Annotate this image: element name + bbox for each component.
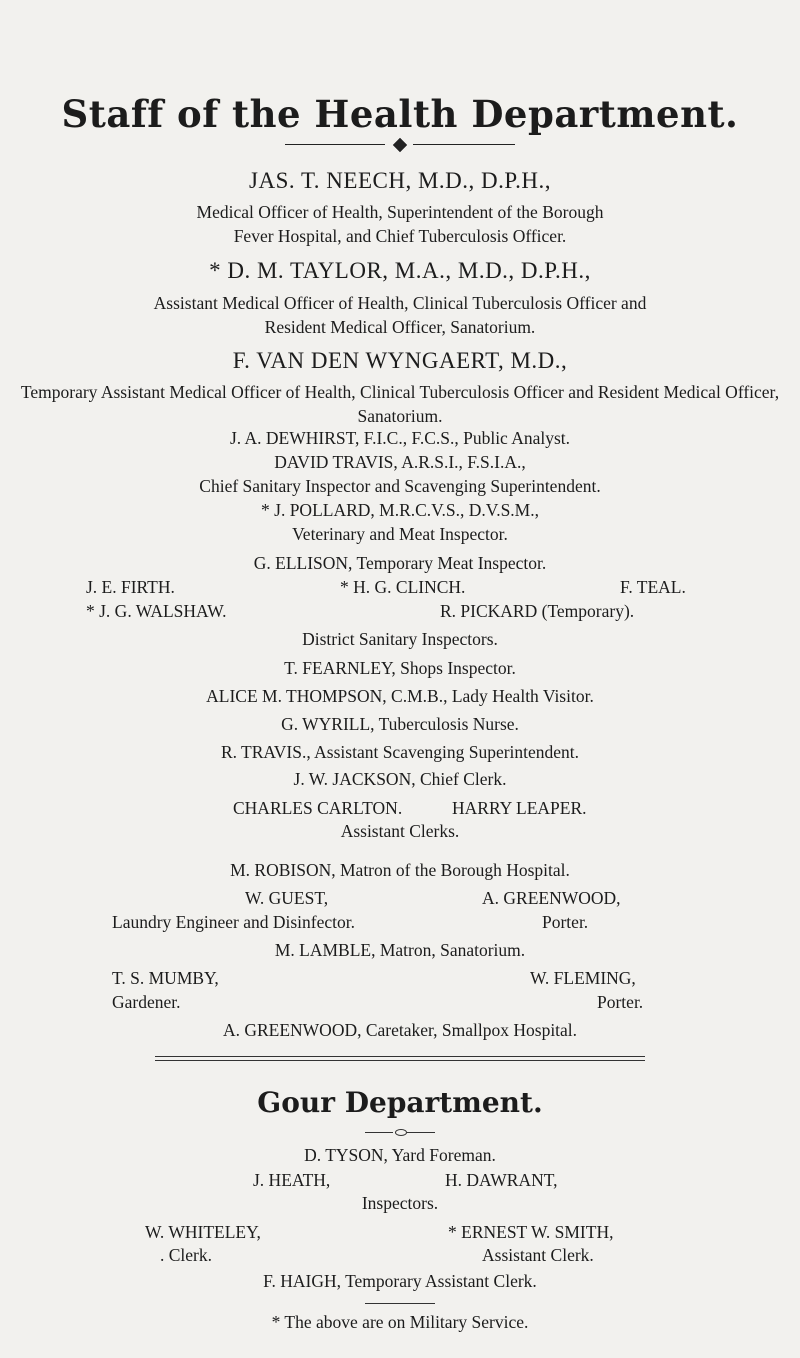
assistant-moh-desc: Assistant Medical Officer of Health, Clinical Tuberculosis Officer and Resident Medical Officer, Sanatorium.: [153, 293, 647, 337]
smith-name: * ERNEST W. SMITH,: [448, 1222, 614, 1242]
assistant-moh-name: * D. M. TAYLOR, M.A., M.D., D.P.H.,: [209, 258, 591, 283]
whiteley-role: . Clerk.: [160, 1245, 213, 1265]
ellison-line: G. ELLISON, Temporary Meat Inspector.: [253, 553, 547, 573]
greenwood-caretaker-line: A. GREENWOOD, Caretaker, Smallpox Hospital.: [222, 1020, 578, 1040]
tyson-line: D. TYSON, Yard Foreman.: [304, 1145, 496, 1165]
district-inspector: * J. G. WALSHAW.: [86, 601, 227, 621]
thompson-line: ALICE M. THOMPSON, C.M.B., Lady Health Visitor.: [206, 686, 594, 706]
dawrant-name: H. DAWRANT,: [445, 1170, 558, 1190]
haigh-line: F. HAIGH, Temporary Assistant Clerk.: [263, 1271, 537, 1291]
gour-ornament: [365, 1129, 435, 1135]
footnote-rule: [365, 1303, 435, 1304]
analyst-line: J. A. DEWHIRST, F.I.C., F.C.S., Public Analyst.: [229, 428, 571, 448]
district-inspector: * H. G. CLINCH.: [340, 577, 466, 597]
district-inspector: R. PICKARD (Temporary).: [440, 601, 635, 621]
section-divider: [155, 1056, 645, 1057]
gour-department-title: Gour Department.: [257, 1086, 543, 1119]
moh-desc: Medical Officer of Health, Superintendent of the Borough Fever Hospital, and Chief Tuberculosis Officer.: [196, 202, 604, 246]
guest-name: W. GUEST,: [245, 888, 329, 908]
clerks-role: Assistant Clerks.: [340, 821, 460, 841]
whiteley-name: W. WHITELEY,: [145, 1222, 261, 1242]
travis-role: Chief Sanitary Inspector and Scavenging Superintendent.: [199, 476, 601, 496]
fleming-role: Porter.: [597, 992, 644, 1012]
section-divider: [155, 1060, 645, 1061]
pollard-name: * J. POLLARD, M.R.C.V.S., D.V.S.M.,: [261, 500, 539, 520]
title-ornament: [285, 140, 515, 150]
heath-name: J. HEATH,: [253, 1170, 331, 1190]
greenwood-porter-role: Porter.: [542, 912, 589, 932]
assistant-clerk: HARRY LEAPER.: [452, 798, 587, 818]
greenwood-porter-name: A. GREENWOOD,: [482, 888, 621, 908]
fearnley-line: T. FEARNLEY, Shops Inspector.: [284, 658, 516, 678]
mumby-role: Gardener.: [112, 992, 181, 1012]
guest-role: Laundry Engineer and Disinfector.: [112, 912, 355, 932]
district-role: District Sanitary Inspectors.: [302, 629, 498, 649]
moh-name: JAS. T. NEECH, M.D., D.P.H.,: [249, 168, 551, 193]
jackson-line: J. W. JACKSON, Chief Clerk.: [293, 769, 507, 789]
footnote: * The above are on Military Service.: [271, 1312, 529, 1332]
temporary-moh-name: F. VAN DEN WYNGAERT, M.D.,: [232, 348, 568, 373]
district-inspector: F. TEAL.: [620, 577, 686, 597]
fleming-name: W. FLEMING,: [530, 968, 636, 988]
smith-role: Assistant Clerk.: [482, 1245, 594, 1265]
page-title: Staff of the Health Department.: [61, 92, 739, 136]
rtravis-line: R. TRAVIS., Assistant Scavenging Superintendent.: [220, 742, 580, 762]
robison-line: M. ROBISON, Matron of the Borough Hospital.: [230, 860, 570, 880]
district-inspector: J. E. FIRTH.: [86, 577, 175, 597]
pollard-role: Veterinary and Meat Inspector.: [292, 524, 508, 544]
assistant-clerk: CHARLES CARLTON.: [233, 798, 403, 818]
wyrill-line: G. WYRILL, Tuberculosis Nurse.: [281, 714, 519, 734]
mumby-name: T. S. MUMBY,: [112, 968, 219, 988]
temporary-moh-desc: Temporary Assistant Medical Officer of Health, Clinical Tuberculosis Officer and Resident Medical Officer, Sanatorium.: [20, 382, 780, 426]
travis-name: DAVID TRAVIS, A.R.S.I., F.S.I.A.,: [274, 452, 526, 472]
lamble-line: M. LAMBLE, Matron, Sanatorium.: [274, 940, 526, 960]
gour-inspectors-role: Inspectors.: [361, 1193, 439, 1213]
